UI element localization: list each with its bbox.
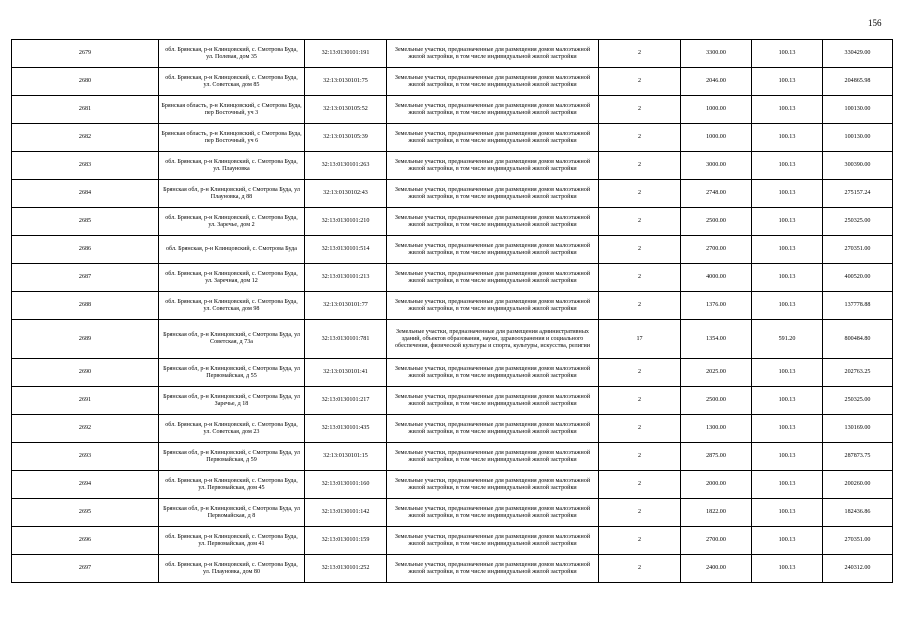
address-cell: обл. Брянская, р-н Клинцовский, с. Смотрова Буда, ул. Полевая, дом 35 bbox=[159, 40, 305, 68]
cadastral-number-cell: 32:13:0130102:43 bbox=[305, 180, 387, 208]
page-number: 156 bbox=[868, 18, 882, 28]
land-use-cell: Земельные участки, предназначенные для размещения домов малоэтажной жилой застройки, в том числе индивидуальной жилой застройки bbox=[387, 264, 599, 292]
use-group-cell: 2 bbox=[599, 555, 681, 583]
row-number: 2686 bbox=[12, 236, 159, 264]
address-cell: обл. Брянская, р-н Клинцовский, с. Смотрова Буда, ул. Советская, дом 98 bbox=[159, 292, 305, 320]
cadastral-number-cell: 32:13:0130105:52 bbox=[305, 96, 387, 124]
land-use-cell: Земельные участки, предназначенные для размещения домов малоэтажной жилой застройки, в том числе индивидуальной жилой застройки bbox=[387, 359, 599, 387]
specific-value-cell: 100.13 bbox=[752, 292, 823, 320]
cadastral-value-cell: 100130.00 bbox=[823, 96, 893, 124]
use-group-cell: 2 bbox=[599, 527, 681, 555]
use-group-cell: 2 bbox=[599, 68, 681, 96]
row-number: 2689 bbox=[12, 320, 159, 359]
cadastral-number-cell: 32:13:0130101:77 bbox=[305, 292, 387, 320]
cadastral-value-cell: 270351.00 bbox=[823, 236, 893, 264]
address-cell: обл. Брянская, р-н Клинцовский, с. Смотрова Буда, ул. Первомайская, дом 41 bbox=[159, 527, 305, 555]
address-cell: обл. Брянская, р-н Клинцовский, с. Смотрова Буда, ул. Плауновка, дом 80 bbox=[159, 555, 305, 583]
specific-value-cell: 100.13 bbox=[752, 387, 823, 415]
use-group-cell: 2 bbox=[599, 292, 681, 320]
cadastral-value-cell: 250325.00 bbox=[823, 208, 893, 236]
area-cell: 1376.00 bbox=[681, 292, 752, 320]
specific-value-cell: 100.13 bbox=[752, 152, 823, 180]
address-cell: Брянская область, р-н Клинцовский, с Смотрова Буда, пер Восточный, уч 3 bbox=[159, 96, 305, 124]
land-use-cell: Земельные участки, предназначенные для размещения домов малоэтажной жилой застройки, в том числе индивидуальной жилой застройки bbox=[387, 96, 599, 124]
area-cell: 1300.00 bbox=[681, 415, 752, 443]
land-use-cell: Земельные участки, предназначенные для размещения домов малоэтажной жилой застройки, в том числе индивидуальной жилой застройки bbox=[387, 68, 599, 96]
cadastral-value-cell: 202763.25 bbox=[823, 359, 893, 387]
row-number: 2697 bbox=[12, 555, 159, 583]
cadastral-number-cell: 32:13:0130101:41 bbox=[305, 359, 387, 387]
specific-value-cell: 100.13 bbox=[752, 40, 823, 68]
specific-value-cell: 100.13 bbox=[752, 236, 823, 264]
cadastral-number-cell: 32:13:0130101:15 bbox=[305, 443, 387, 471]
land-use-cell: Земельные участки, предназначенные для размещения домов малоэтажной жилой застройки, в том числе индивидуальной жилой застройки bbox=[387, 443, 599, 471]
row-number: 2691 bbox=[12, 387, 159, 415]
specific-value-cell: 100.13 bbox=[752, 499, 823, 527]
land-use-cell: Земельные участки, предназначенные для размещения домов малоэтажной жилой застройки, в том числе индивидуальной жилой застройки bbox=[387, 208, 599, 236]
area-cell: 2700.00 bbox=[681, 236, 752, 264]
cadastral-number-cell: 32:13:0130101:781 bbox=[305, 320, 387, 359]
table-row bbox=[12, 292, 893, 320]
row-number: 2687 bbox=[12, 264, 159, 292]
area-cell: 2748.00 bbox=[681, 180, 752, 208]
cadastral-number-cell: 32:13:0130101:159 bbox=[305, 527, 387, 555]
table-row bbox=[12, 180, 893, 208]
use-group-cell: 2 bbox=[599, 387, 681, 415]
land-use-cell: Земельные участки, предназначенные для размещения административных зданий, объектов образования, науки, здравоохранения и социального обеспечения, физической культуры и спорта, культуры, искусства, религии bbox=[387, 320, 599, 359]
area-cell: 3000.00 bbox=[681, 152, 752, 180]
land-use-cell: Земельные участки, предназначенные для размещения домов малоэтажной жилой застройки, в том числе индивидуальной жилой застройки bbox=[387, 387, 599, 415]
address-cell: обл. Брянская, р-н Клинцовский, с. Смотрова Буда, ул. Советская, дом 85 bbox=[159, 68, 305, 96]
row-number: 2685 bbox=[12, 208, 159, 236]
land-use-cell: Земельные участки, предназначенные для размещения домов малоэтажной жилой застройки, в том числе индивидуальной жилой застройки bbox=[387, 124, 599, 152]
specific-value-cell: 100.13 bbox=[752, 68, 823, 96]
specific-value-cell: 100.13 bbox=[752, 415, 823, 443]
cadastral-number-cell: 32:13:0130101:435 bbox=[305, 415, 387, 443]
use-group-cell: 2 bbox=[599, 264, 681, 292]
area-cell: 1822.00 bbox=[681, 499, 752, 527]
land-use-cell: Земельные участки, предназначенные для размещения домов малоэтажной жилой застройки, в том числе индивидуальной жилой застройки bbox=[387, 527, 599, 555]
address-cell: Брянская обл, р-н Клинцовский, с Смотрова Буда, ул Первомайская, д 59 bbox=[159, 443, 305, 471]
cadastral-value-cell: 100130.00 bbox=[823, 124, 893, 152]
use-group-cell: 2 bbox=[599, 152, 681, 180]
specific-value-cell: 100.13 bbox=[752, 359, 823, 387]
table-row bbox=[12, 359, 893, 387]
land-plots-table bbox=[11, 39, 893, 583]
cadastral-number-cell: 32:13:0130101:217 bbox=[305, 387, 387, 415]
area-cell: 2500.00 bbox=[681, 387, 752, 415]
table-row bbox=[12, 387, 893, 415]
area-cell: 4000.00 bbox=[681, 264, 752, 292]
table-row bbox=[12, 443, 893, 471]
address-cell: Брянская область, р-н Клинцовский, с Смотрова Буда, пер Восточный, уч 6 bbox=[159, 124, 305, 152]
land-use-cell: Земельные участки, предназначенные для размещения домов малоэтажной жилой застройки, в том числе индивидуальной жилой застройки bbox=[387, 555, 599, 583]
table-row bbox=[12, 152, 893, 180]
land-use-cell: Земельные участки, предназначенные для размещения домов малоэтажной жилой застройки, в том числе индивидуальной жилой застройки bbox=[387, 152, 599, 180]
area-cell: 2025.00 bbox=[681, 359, 752, 387]
area-cell: 2400.00 bbox=[681, 555, 752, 583]
use-group-cell: 2 bbox=[599, 443, 681, 471]
row-number: 2679 bbox=[12, 40, 159, 68]
use-group-cell: 17 bbox=[599, 320, 681, 359]
cadastral-value-cell: 250325.00 bbox=[823, 387, 893, 415]
table-row bbox=[12, 555, 893, 583]
cadastral-value-cell: 300390.00 bbox=[823, 152, 893, 180]
table-row bbox=[12, 471, 893, 499]
table-row bbox=[12, 236, 893, 264]
table-row bbox=[12, 264, 893, 292]
address-cell: Брянская обл, р-н Клинцовский, с Смотрова Буда, ул Плауновка, д 88 bbox=[159, 180, 305, 208]
specific-value-cell: 100.13 bbox=[752, 527, 823, 555]
use-group-cell: 2 bbox=[599, 96, 681, 124]
land-use-cell: Земельные участки, предназначенные для размещения домов малоэтажной жилой застройки, в том числе индивидуальной жилой застройки bbox=[387, 180, 599, 208]
row-number: 2682 bbox=[12, 124, 159, 152]
area-cell: 3300.00 bbox=[681, 40, 752, 68]
address-cell: обл. Брянская, р-н Клинцовский, с. Смотрова Буда, ул. Плауновка bbox=[159, 152, 305, 180]
cadastral-value-cell: 270351.00 bbox=[823, 527, 893, 555]
use-group-cell: 2 bbox=[599, 124, 681, 152]
address-cell: Брянская обл, р-н Клинцовский, с Смотрова Буда, ул Заречье, д 18 bbox=[159, 387, 305, 415]
land-use-cell: Земельные участки, предназначенные для размещения домов малоэтажной жилой застройки, в том числе индивидуальной жилой застройки bbox=[387, 40, 599, 68]
specific-value-cell: 100.13 bbox=[752, 124, 823, 152]
row-number: 2684 bbox=[12, 180, 159, 208]
table-row bbox=[12, 124, 893, 152]
table-body bbox=[12, 40, 893, 583]
land-use-cell: Земельные участки, предназначенные для размещения домов малоэтажной жилой застройки, в том числе индивидуальной жилой застройки bbox=[387, 499, 599, 527]
area-cell: 2700.00 bbox=[681, 527, 752, 555]
specific-value-cell: 100.13 bbox=[752, 208, 823, 236]
cadastral-value-cell: 330429.00 bbox=[823, 40, 893, 68]
use-group-cell: 2 bbox=[599, 208, 681, 236]
row-number: 2696 bbox=[12, 527, 159, 555]
address-cell: обл. Брянская, р-н Клинцовский, с. Смотрова Буда, ул. Заречная, дом 12 bbox=[159, 264, 305, 292]
area-cell: 2500.00 bbox=[681, 208, 752, 236]
table-row bbox=[12, 320, 893, 359]
table-row bbox=[12, 208, 893, 236]
specific-value-cell: 100.13 bbox=[752, 443, 823, 471]
cadastral-number-cell: 32:13:0130101:210 bbox=[305, 208, 387, 236]
area-cell: 2000.00 bbox=[681, 471, 752, 499]
cadastral-number-cell: 32:13:0130101:75 bbox=[305, 68, 387, 96]
area-cell: 1000.00 bbox=[681, 124, 752, 152]
specific-value-cell: 591.20 bbox=[752, 320, 823, 359]
row-number: 2688 bbox=[12, 292, 159, 320]
row-number: 2692 bbox=[12, 415, 159, 443]
land-use-cell: Земельные участки, предназначенные для размещения домов малоэтажной жилой застройки, в том числе индивидуальной жилой застройки bbox=[387, 292, 599, 320]
row-number: 2690 bbox=[12, 359, 159, 387]
area-cell: 2046.00 bbox=[681, 68, 752, 96]
row-number: 2695 bbox=[12, 499, 159, 527]
specific-value-cell: 100.13 bbox=[752, 264, 823, 292]
cadastral-value-cell: 800484.80 bbox=[823, 320, 893, 359]
specific-value-cell: 100.13 bbox=[752, 96, 823, 124]
table-row bbox=[12, 40, 893, 68]
cadastral-value-cell: 400520.00 bbox=[823, 264, 893, 292]
specific-value-cell: 100.13 bbox=[752, 180, 823, 208]
cadastral-number-cell: 32:13:0130105:39 bbox=[305, 124, 387, 152]
table-row bbox=[12, 415, 893, 443]
use-group-cell: 2 bbox=[599, 359, 681, 387]
address-cell: обл. Брянская, р-н Клинцовский, с. Смотрова Буда, ул. Заречье, дом 2 bbox=[159, 208, 305, 236]
cadastral-number-cell: 32:13:0130101:252 bbox=[305, 555, 387, 583]
row-number: 2683 bbox=[12, 152, 159, 180]
use-group-cell: 2 bbox=[599, 471, 681, 499]
cadastral-value-cell: 130169.00 bbox=[823, 415, 893, 443]
table-row bbox=[12, 499, 893, 527]
land-use-cell: Земельные участки, предназначенные для размещения домов малоэтажной жилой застройки, в том числе индивидуальной жилой застройки bbox=[387, 471, 599, 499]
use-group-cell: 2 bbox=[599, 180, 681, 208]
land-use-cell: Земельные участки, предназначенные для размещения домов малоэтажной жилой застройки, в том числе индивидуальной жилой застройки bbox=[387, 415, 599, 443]
cadastral-value-cell: 137778.88 bbox=[823, 292, 893, 320]
use-group-cell: 2 bbox=[599, 499, 681, 527]
cadastral-number-cell: 32:13:0130101:213 bbox=[305, 264, 387, 292]
cadastral-value-cell: 204865.98 bbox=[823, 68, 893, 96]
cadastral-number-cell: 32:13:0130101:160 bbox=[305, 471, 387, 499]
use-group-cell: 2 bbox=[599, 40, 681, 68]
row-number: 2694 bbox=[12, 471, 159, 499]
address-cell: Брянская обл, р-н Клинцовский, с Смотрова Буда, ул Первомайская, д 8 bbox=[159, 499, 305, 527]
specific-value-cell: 100.13 bbox=[752, 555, 823, 583]
area-cell: 1354.00 bbox=[681, 320, 752, 359]
row-number: 2693 bbox=[12, 443, 159, 471]
cadastral-value-cell: 200260.00 bbox=[823, 471, 893, 499]
table-row bbox=[12, 96, 893, 124]
address-cell: Брянская обл, р-н Клинцовский, с Смотрова Буда, ул Первомайская, д 55 bbox=[159, 359, 305, 387]
address-cell: обл. Брянская, р-н Клинцовский, с. Смотрова Буда bbox=[159, 236, 305, 264]
cadastral-value-cell: 240312.00 bbox=[823, 555, 893, 583]
row-number: 2681 bbox=[12, 96, 159, 124]
area-cell: 1000.00 bbox=[681, 96, 752, 124]
address-cell: обл. Брянская, р-н Клинцовский, с. Смотрова Буда, ул. Первомайская, дом 45 bbox=[159, 471, 305, 499]
cadastral-value-cell: 275157.24 bbox=[823, 180, 893, 208]
cadastral-number-cell: 32:13:0130101:142 bbox=[305, 499, 387, 527]
cadastral-value-cell: 287873.75 bbox=[823, 443, 893, 471]
specific-value-cell: 100.13 bbox=[752, 471, 823, 499]
use-group-cell: 2 bbox=[599, 236, 681, 264]
cadastral-value-cell: 182436.86 bbox=[823, 499, 893, 527]
cadastral-number-cell: 32:13:0130101:514 bbox=[305, 236, 387, 264]
use-group-cell: 2 bbox=[599, 415, 681, 443]
land-use-cell: Земельные участки, предназначенные для размещения домов малоэтажной жилой застройки, в том числе индивидуальной жилой застройки bbox=[387, 236, 599, 264]
table-row bbox=[12, 68, 893, 96]
address-cell: обл. Брянская, р-н Клинцовский, с. Смотрова Буда, ул. Советская, дом 23 bbox=[159, 415, 305, 443]
table-row bbox=[12, 527, 893, 555]
address-cell: Брянская обл, р-н Клинцовский, с Смотрова Буда, ул Советская, д 73а bbox=[159, 320, 305, 359]
row-number: 2680 bbox=[12, 68, 159, 96]
area-cell: 2875.00 bbox=[681, 443, 752, 471]
cadastral-number-cell: 32:13:0130101:263 bbox=[305, 152, 387, 180]
cadastral-number-cell: 32:13:0130101:191 bbox=[305, 40, 387, 68]
